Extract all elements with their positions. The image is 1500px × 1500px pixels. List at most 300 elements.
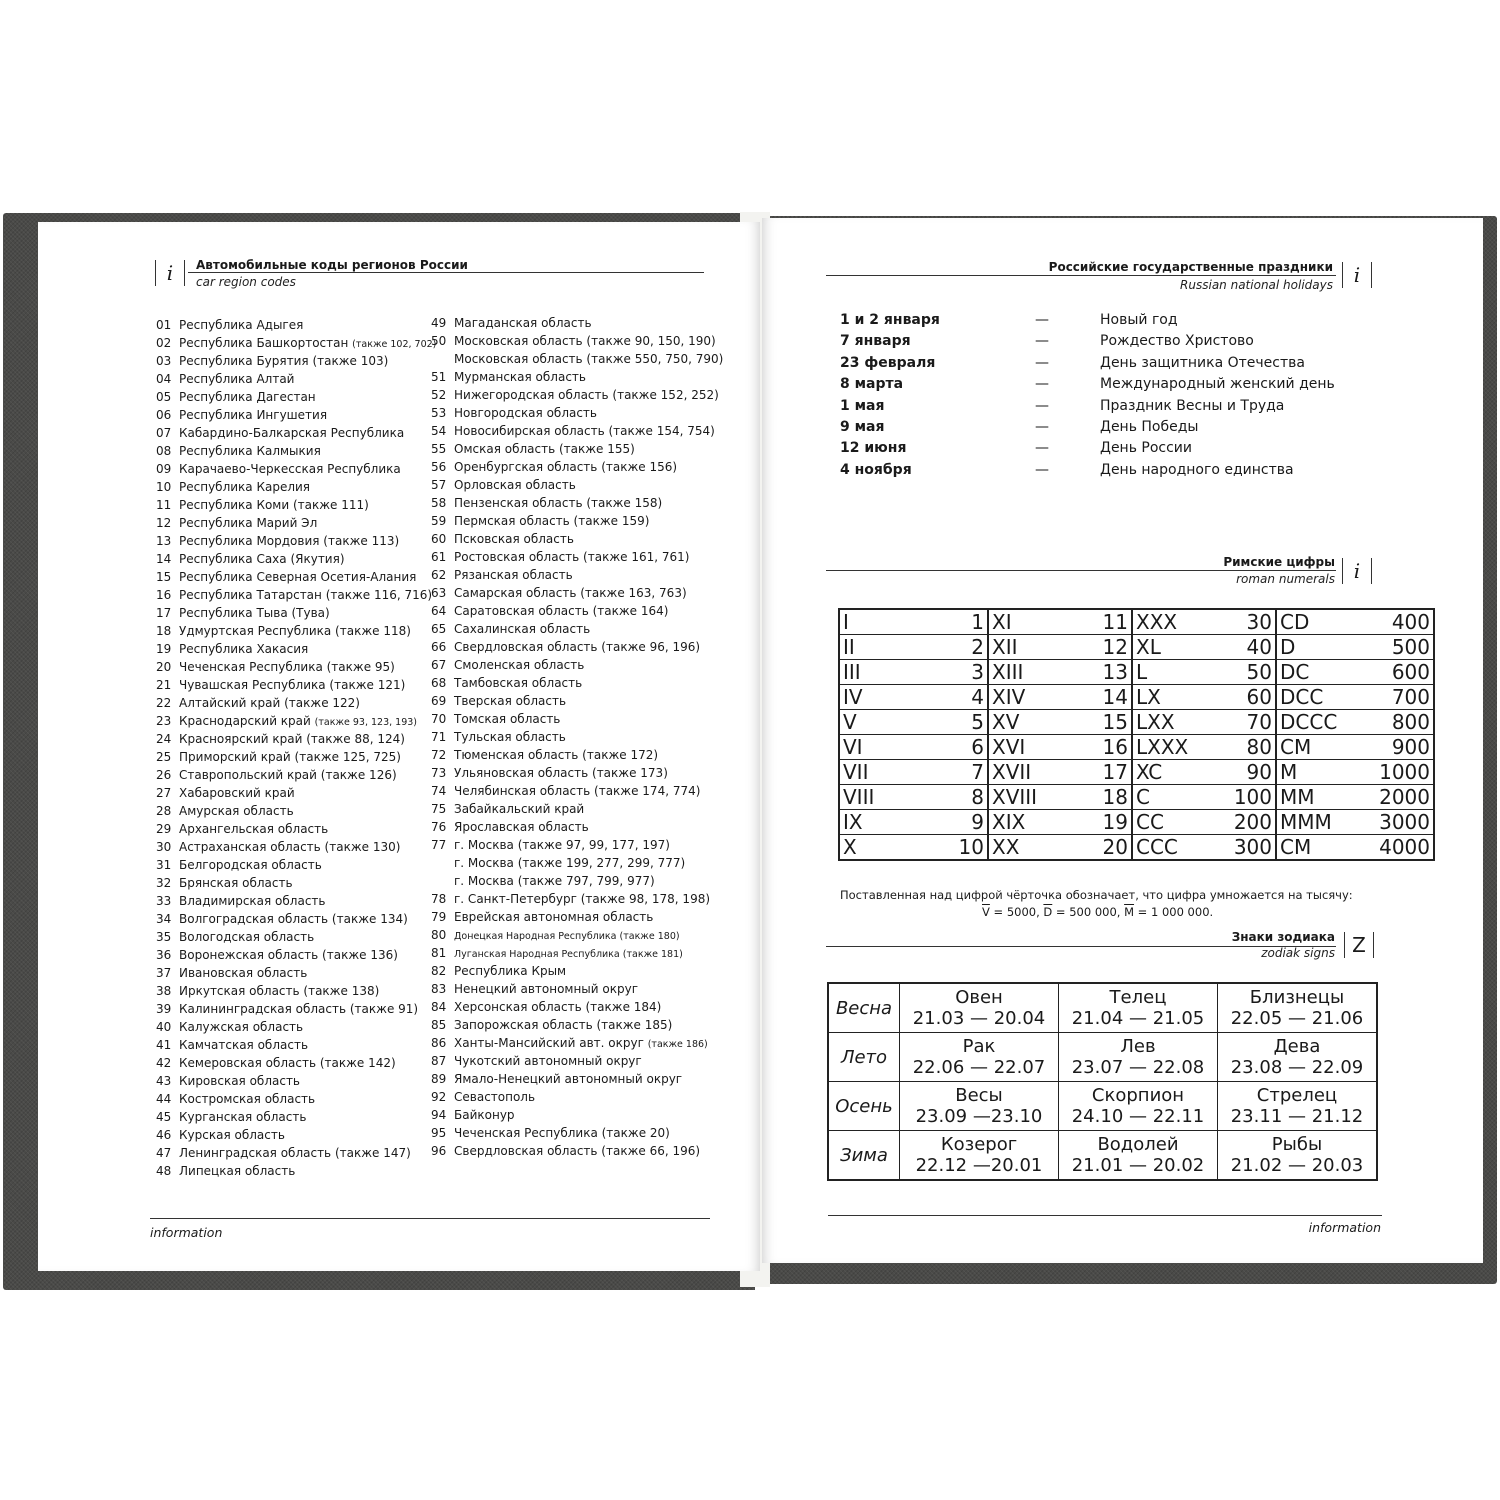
region-name: Севастополь bbox=[454, 1090, 536, 1104]
zodiac-sign-name: Скорпион bbox=[1091, 1085, 1185, 1106]
region-code-number: 61 bbox=[431, 550, 447, 564]
region-name: г. Санкт-Петербург (также 98, 178, 198) bbox=[454, 892, 711, 906]
zodiac-sign-range: 21.03 — 20.04 bbox=[912, 1008, 1046, 1029]
region-code-number: 46 bbox=[156, 1128, 172, 1142]
region-code-row bbox=[431, 710, 723, 728]
region-name: Республика Тыва (Тува) bbox=[179, 606, 330, 620]
region-code-row bbox=[156, 784, 436, 802]
region-code-number: 57 bbox=[431, 478, 447, 492]
region-code-number: 21 bbox=[156, 678, 172, 692]
region-code-row bbox=[431, 1034, 723, 1052]
arabic-value: 500 bbox=[1371, 635, 1434, 660]
region-code-number: 75 bbox=[431, 802, 447, 816]
zodiac-sign-cell bbox=[900, 1131, 1059, 1181]
region-name: Байконур bbox=[454, 1108, 515, 1122]
arabic-value: 300 bbox=[1227, 835, 1276, 861]
region-name: Республика Карелия bbox=[179, 480, 311, 494]
region-code-number: 85 bbox=[431, 1018, 447, 1032]
zodiac-title: Знаки зодиака bbox=[1231, 930, 1335, 944]
region-code-row bbox=[431, 890, 723, 908]
region-name: Магаданская область bbox=[454, 316, 592, 330]
arabic-value: 700 bbox=[1371, 685, 1434, 710]
zodiac-sign-name: Водолей bbox=[1097, 1134, 1179, 1155]
region-code-row bbox=[156, 730, 436, 748]
roman-numeral: XL bbox=[1132, 635, 1227, 660]
region-code-row bbox=[431, 944, 723, 962]
zodiac-sign-range: 21.04 — 21.05 bbox=[1071, 1008, 1205, 1029]
zodiac-sign-cell bbox=[1059, 1082, 1218, 1131]
holiday-name: Международный женский день bbox=[1100, 376, 1335, 393]
region-code-number: 72 bbox=[431, 748, 447, 762]
holiday-name: День России bbox=[1100, 440, 1193, 457]
region-name: Курская область bbox=[179, 1128, 285, 1142]
zodiac-sign-cell bbox=[1059, 1131, 1218, 1181]
region-code-row bbox=[431, 314, 723, 332]
holiday-date: 1 мая bbox=[840, 397, 885, 414]
region-name: Свердловская область (также 96, 196) bbox=[454, 640, 701, 654]
region-code-number: 52 bbox=[431, 388, 447, 402]
roman-numeral: MMM bbox=[1276, 810, 1371, 835]
region-code-number: 19 bbox=[156, 642, 172, 656]
region-code-row bbox=[431, 692, 723, 710]
region-code-row bbox=[156, 820, 436, 838]
region-code-number: 95 bbox=[431, 1126, 447, 1140]
roman-row bbox=[839, 760, 1434, 785]
region-code-row bbox=[431, 1088, 723, 1106]
holiday-row bbox=[840, 419, 1340, 440]
holiday-dash: — bbox=[1035, 333, 1049, 350]
arabic-value: 800 bbox=[1371, 710, 1434, 735]
region-name: Республика Алтай bbox=[179, 372, 295, 386]
roman-numeral: XI bbox=[988, 609, 1083, 635]
zodiac-sign-cell bbox=[1218, 1082, 1378, 1131]
footer-rule bbox=[828, 1215, 1382, 1216]
region-code-number: 12 bbox=[156, 516, 172, 530]
holiday-date: 7 января bbox=[840, 333, 911, 350]
region-name: Волгоградская область (также 134) bbox=[179, 912, 408, 926]
footer-rule bbox=[150, 1218, 710, 1219]
region-code-number: 10 bbox=[156, 480, 172, 494]
region-name: Республика Дагестан bbox=[179, 390, 316, 404]
region-name: Республика Саха (Якутия) bbox=[179, 552, 345, 566]
region-name: Курганская область bbox=[179, 1110, 307, 1124]
region-name: Республика Хакасия bbox=[179, 642, 309, 656]
holiday-dash: — bbox=[1035, 376, 1049, 393]
zodiac-sign-range: 23.07 — 22.08 bbox=[1071, 1057, 1205, 1078]
zodiac-sign-cell bbox=[1218, 983, 1378, 1033]
region-code-row bbox=[431, 926, 723, 944]
roman-numerals-table bbox=[838, 608, 1435, 861]
region-code-row bbox=[156, 424, 436, 442]
roman-numeral: I bbox=[839, 609, 946, 635]
region-code-row bbox=[156, 622, 436, 640]
holiday-name: Праздник Весны и Труда bbox=[1100, 397, 1285, 414]
region-code-number: 13 bbox=[156, 534, 172, 548]
zodiac-sign-range: 22.06 — 22.07 bbox=[912, 1057, 1046, 1078]
region-name: Костромская область bbox=[179, 1092, 316, 1106]
region-code-number: 55 bbox=[431, 442, 447, 456]
region-code-number: 40 bbox=[156, 1020, 172, 1034]
region-name: Республика Башкортостан bbox=[179, 336, 353, 350]
region-code-row bbox=[431, 1106, 723, 1124]
roman-numeral: XVII bbox=[988, 760, 1083, 785]
region-code-row bbox=[431, 800, 723, 818]
zodiac-sign-range: 21.01 — 20.02 bbox=[1071, 1155, 1205, 1176]
zodiac-sign-name: Козерог bbox=[940, 1134, 1018, 1155]
region-name: Иркутская область (также 138) bbox=[179, 984, 380, 998]
region-code-row bbox=[431, 764, 723, 782]
region-code-number: 68 bbox=[431, 676, 447, 690]
region-name: Ульяновская область (также 173) bbox=[454, 766, 668, 780]
region-code-row bbox=[431, 404, 723, 422]
region-code-row bbox=[156, 946, 436, 964]
region-code-row bbox=[431, 746, 723, 764]
region-code-row bbox=[156, 838, 436, 856]
region-code-number: 94 bbox=[431, 1108, 447, 1122]
region-code-row bbox=[431, 1142, 723, 1160]
region-code-number: 74 bbox=[431, 784, 447, 798]
roman-note-line-1: Поставленная над цифрой чёрточка обозначает, что цифра умножается на тысячу: bbox=[840, 888, 1353, 902]
arabic-value: 2 bbox=[946, 635, 988, 660]
arabic-value: 1 bbox=[946, 609, 988, 635]
zodiac-sign-name: Весы bbox=[955, 1085, 1003, 1106]
region-name: Брянская область bbox=[179, 876, 293, 890]
zodiac-sign-cell bbox=[1218, 1131, 1378, 1181]
region-code-number: 96 bbox=[431, 1144, 447, 1158]
region-code-number: 15 bbox=[156, 570, 172, 584]
region-name: Запорожская область (также 185) bbox=[454, 1018, 673, 1032]
region-code-number: 22 bbox=[156, 696, 172, 710]
roman-row bbox=[839, 735, 1434, 760]
region-code-number: 60 bbox=[431, 532, 447, 546]
region-code-number: 29 bbox=[156, 822, 172, 836]
roman-note-line-2 bbox=[982, 905, 1213, 919]
region-name: Белгородская область bbox=[179, 858, 322, 872]
region-name: Омская область (также 155) bbox=[454, 442, 635, 456]
region-code-row bbox=[156, 1018, 436, 1036]
roman-numeral: DCCC bbox=[1276, 710, 1371, 735]
roman-numeral: V bbox=[839, 710, 946, 735]
region-code-row bbox=[431, 620, 723, 638]
roman-numeral: IV bbox=[839, 685, 946, 710]
arabic-value: 4000 bbox=[1371, 835, 1434, 861]
arabic-value: 8 bbox=[946, 785, 988, 810]
region-code-number: 44 bbox=[156, 1092, 172, 1106]
roman-numeral: XC bbox=[1132, 760, 1227, 785]
arabic-value: 2000 bbox=[1371, 785, 1434, 810]
roman-numeral: MM bbox=[1276, 785, 1371, 810]
region-code-row bbox=[156, 982, 436, 1000]
zodiac-sign-range: 23.11 — 21.12 bbox=[1230, 1106, 1364, 1127]
holiday-dash: — bbox=[1035, 354, 1049, 371]
roman-note-v: $\overline{V}$ bbox=[982, 905, 990, 919]
region-code-number: 01 bbox=[156, 318, 172, 332]
roman-row bbox=[839, 785, 1434, 810]
holiday-dash: — bbox=[1035, 461, 1049, 478]
zodiac-row bbox=[828, 983, 1377, 1033]
region-code-row bbox=[156, 712, 436, 730]
roman-numeral: XIII bbox=[988, 660, 1083, 685]
roman-row bbox=[839, 635, 1434, 660]
zodiac-sign-name: Рыбы bbox=[1271, 1134, 1323, 1155]
zodiac-sign-cell bbox=[900, 983, 1059, 1033]
holiday-name: Новый год bbox=[1100, 312, 1178, 328]
region-name: Калужская область bbox=[179, 1020, 304, 1034]
arabic-value: 14 bbox=[1083, 685, 1132, 710]
region-name: Республика Бурятия (также 103) bbox=[179, 354, 389, 368]
region-code-row bbox=[431, 638, 723, 656]
region-codes-column-2 bbox=[431, 314, 723, 1160]
region-code-row bbox=[431, 980, 723, 998]
region-name: Республика Марий Эл bbox=[179, 516, 318, 530]
region-name: Республика Коми (также 111) bbox=[179, 498, 369, 512]
zodiac-sign-range: 23.09 —23.10 bbox=[915, 1106, 1043, 1127]
region-code-row bbox=[156, 874, 436, 892]
roman-numeral: M bbox=[1276, 760, 1371, 785]
region-code-row bbox=[156, 1144, 436, 1162]
region-extra-codes: (также 93, 123, 193) bbox=[314, 717, 418, 728]
region-code-row bbox=[431, 350, 723, 368]
region-codes-subtitle: car region codes bbox=[196, 275, 296, 289]
roman-note-d-value: = 500 000, bbox=[1052, 905, 1125, 919]
region-code-number: 48 bbox=[156, 1164, 172, 1178]
region-code-number: 78 bbox=[431, 892, 447, 906]
region-extra-codes: Луганская Народная Республика (также 181) bbox=[454, 949, 683, 960]
roman-numeral: XV bbox=[988, 710, 1083, 735]
roman-rule bbox=[826, 570, 1336, 571]
region-name: Калининградская область (также 91) bbox=[179, 1002, 419, 1016]
region-code-row bbox=[431, 962, 723, 980]
zodiac-season: Осень bbox=[828, 1082, 900, 1131]
holiday-date: 12 июня bbox=[840, 440, 907, 457]
arabic-value: 7 bbox=[946, 760, 988, 785]
arabic-value: 900 bbox=[1371, 735, 1434, 760]
region-name: Республика Татарстан (также 116, 716) bbox=[179, 588, 433, 602]
region-name: Республика Северная Осетия-Алания bbox=[179, 570, 417, 584]
roman-numeral: DCC bbox=[1276, 685, 1371, 710]
region-code-number: 34 bbox=[156, 912, 172, 926]
region-name: Кемеровская область (также 142) bbox=[179, 1056, 396, 1070]
region-code-row bbox=[156, 694, 436, 712]
region-name: Липецкая область bbox=[179, 1164, 296, 1178]
region-code-number: 26 bbox=[156, 768, 172, 782]
footer-label: information bbox=[1308, 1220, 1381, 1235]
region-name: Ленинградская область (также 147) bbox=[179, 1146, 411, 1160]
region-name: Тамбовская область bbox=[454, 676, 583, 690]
region-code-row bbox=[156, 370, 436, 388]
holiday-date: 8 марта bbox=[840, 376, 904, 393]
region-code-number: 92 bbox=[431, 1090, 447, 1104]
region-code-row bbox=[156, 928, 436, 946]
region-name: Саратовская область (также 164) bbox=[454, 604, 669, 618]
roman-row bbox=[839, 835, 1434, 861]
roman-numeral: LXX bbox=[1132, 710, 1227, 735]
roman-note-v-value: = 5000, bbox=[989, 905, 1044, 919]
footer-label: information bbox=[150, 1225, 223, 1240]
zodiac-sign-range: 22.05 — 21.06 bbox=[1230, 1008, 1364, 1029]
holiday-date: 9 мая bbox=[840, 419, 885, 435]
region-name: Тюменская область (также 172) bbox=[454, 748, 659, 762]
zodiac-sign-name: Телец bbox=[1109, 987, 1167, 1008]
region-code-number: 54 bbox=[431, 424, 447, 438]
region-code-row bbox=[431, 602, 723, 620]
region-name: Челябинская область (также 174, 774) bbox=[454, 784, 701, 798]
arabic-value: 90 bbox=[1227, 760, 1276, 785]
region-name: Свердловская область (также 66, 196) bbox=[454, 1144, 701, 1158]
roman-numeral: DC bbox=[1276, 660, 1371, 685]
region-codes-column-1 bbox=[156, 316, 436, 1180]
region-code-row bbox=[156, 568, 436, 586]
region-name: Республика Адыгея bbox=[179, 318, 304, 332]
region-code-row bbox=[431, 854, 723, 872]
region-code-number: 02 bbox=[156, 336, 172, 350]
arabic-value: 12 bbox=[1083, 635, 1132, 660]
region-name: Красноярский край (также 88, 124) bbox=[179, 732, 405, 746]
zodiac-sign-cell bbox=[900, 1082, 1059, 1131]
region-name: Ростовская область (также 161, 761) bbox=[454, 550, 690, 564]
region-code-number: 08 bbox=[156, 444, 172, 458]
region-code-number: 31 bbox=[156, 858, 172, 872]
zodiac-row bbox=[828, 1033, 1377, 1082]
region-code-row bbox=[431, 458, 723, 476]
region-code-number: 33 bbox=[156, 894, 172, 908]
region-code-number: 71 bbox=[431, 730, 447, 744]
region-code-number: 39 bbox=[156, 1002, 172, 1016]
region-code-number: 42 bbox=[156, 1056, 172, 1070]
info-badge-icon: i bbox=[155, 260, 185, 286]
region-name: Смоленская область bbox=[454, 658, 585, 672]
roman-numeral: X bbox=[839, 835, 946, 861]
roman-numeral: CCC bbox=[1132, 835, 1227, 861]
region-extra-codes: (также 102, 702) bbox=[352, 339, 437, 350]
zodiac-sign-name: Близнецы bbox=[1249, 987, 1345, 1008]
holiday-name: Рождество Христово bbox=[1100, 333, 1254, 350]
region-name: Чувашская Республика (также 121) bbox=[179, 678, 406, 692]
arabic-value: 19 bbox=[1083, 810, 1132, 835]
region-code-row bbox=[156, 478, 436, 496]
roman-numeral: XVIII bbox=[988, 785, 1083, 810]
region-code-row bbox=[431, 656, 723, 674]
arabic-value: 11 bbox=[1083, 609, 1132, 635]
region-name: Астраханская область (также 130) bbox=[179, 840, 401, 854]
region-code-row bbox=[156, 802, 436, 820]
region-code-row bbox=[156, 334, 436, 352]
region-code-number: 04 bbox=[156, 372, 172, 386]
region-name: Ярославская область bbox=[454, 820, 589, 834]
roman-numeral: CM bbox=[1276, 835, 1371, 861]
region-code-row bbox=[431, 422, 723, 440]
region-code-number: 45 bbox=[156, 1110, 172, 1124]
region-code-number: 70 bbox=[431, 712, 447, 726]
roman-numeral: XIV bbox=[988, 685, 1083, 710]
arabic-value: 1000 bbox=[1371, 760, 1434, 785]
zodiac-sign-name: Дева bbox=[1273, 1036, 1321, 1057]
region-code-row bbox=[431, 440, 723, 458]
holiday-row bbox=[840, 333, 1340, 354]
arabic-value: 50 bbox=[1227, 660, 1276, 685]
holiday-name: День Победы bbox=[1100, 419, 1199, 435]
arabic-value: 200 bbox=[1227, 810, 1276, 835]
region-code-row bbox=[431, 548, 723, 566]
left-page bbox=[38, 222, 760, 1271]
region-code-row bbox=[431, 584, 723, 602]
region-name: Кабардино-Балкарская Республика bbox=[179, 426, 405, 440]
zodiac-sign-name: Лев bbox=[1120, 1036, 1156, 1057]
region-code-row bbox=[431, 494, 723, 512]
zodiac-sign-range: 23.08 — 22.09 bbox=[1230, 1057, 1364, 1078]
region-name: Чукотский автономный округ bbox=[454, 1054, 642, 1068]
region-code-row bbox=[156, 856, 436, 874]
region-code-number: 24 bbox=[156, 732, 172, 746]
region-code-number: 66 bbox=[431, 640, 447, 654]
region-code-number: 89 bbox=[431, 1072, 447, 1086]
arabic-value: 80 bbox=[1227, 735, 1276, 760]
region-name: Ивановская область bbox=[179, 966, 308, 980]
region-code-number: 49 bbox=[431, 316, 447, 330]
roman-numeral: III bbox=[839, 660, 946, 685]
roman-numeral: IX bbox=[839, 810, 946, 835]
region-extra-codes: Донецкая Народная Республика (также 180) bbox=[454, 931, 680, 942]
region-code-row bbox=[431, 332, 723, 350]
roman-numeral: VII bbox=[839, 760, 946, 785]
region-code-row bbox=[156, 532, 436, 550]
region-codes-title: Автомобильные коды регионов России bbox=[196, 258, 468, 272]
roman-note-m: $\overline{M}$ bbox=[1124, 905, 1135, 919]
region-code-number: 30 bbox=[156, 840, 172, 854]
arabic-value: 4 bbox=[946, 685, 988, 710]
region-code-number: 05 bbox=[156, 390, 172, 404]
zodiac-row bbox=[828, 1131, 1377, 1181]
region-code-row bbox=[431, 1052, 723, 1070]
region-name: Чеченская Республика (также 20) bbox=[454, 1126, 670, 1140]
region-code-number: 80 bbox=[431, 928, 447, 942]
zodiac-season: Лето bbox=[828, 1033, 900, 1082]
region-code-number: 63 bbox=[431, 586, 447, 600]
region-code-row bbox=[156, 1090, 436, 1108]
region-name: Мурманская область bbox=[454, 370, 586, 384]
holiday-row bbox=[840, 462, 1340, 483]
region-code-number: 43 bbox=[156, 1074, 172, 1088]
holiday-dash: — bbox=[1035, 397, 1049, 414]
region-name: Республика Калмыкия bbox=[179, 444, 321, 458]
region-code-number: 79 bbox=[431, 910, 447, 924]
region-name: Владимирская область bbox=[179, 894, 326, 908]
region-code-number: 17 bbox=[156, 606, 172, 620]
region-name: Нижегородская область (также 152, 252) bbox=[454, 388, 719, 402]
holiday-row bbox=[840, 355, 1340, 376]
zodiac-sign-cell bbox=[1059, 1033, 1218, 1082]
region-code-row bbox=[431, 1070, 723, 1088]
region-code-number: 37 bbox=[156, 966, 172, 980]
region-code-row bbox=[431, 566, 723, 584]
region-name: Орловская область bbox=[454, 478, 576, 492]
region-code-row bbox=[156, 1162, 436, 1180]
region-code-number: 25 bbox=[156, 750, 172, 764]
zodiac-sign-range: 24.10 — 22.11 bbox=[1071, 1106, 1205, 1127]
region-code-number: 03 bbox=[156, 354, 172, 368]
zodiac-sign-cell bbox=[1218, 1033, 1378, 1082]
region-name: г. Москва (также 97, 99, 177, 197) bbox=[454, 838, 670, 852]
region-code-row bbox=[156, 550, 436, 568]
region-code-row bbox=[431, 368, 723, 386]
region-code-row bbox=[156, 910, 436, 928]
region-name: Московская область (также 90, 150, 190) bbox=[454, 334, 716, 348]
region-code-number: 47 bbox=[156, 1146, 172, 1160]
region-code-number: 67 bbox=[431, 658, 447, 672]
region-name: Рязанская область bbox=[454, 568, 573, 582]
region-code-row bbox=[156, 604, 436, 622]
region-name: Карачаево-Черкесская Республика bbox=[179, 462, 401, 476]
